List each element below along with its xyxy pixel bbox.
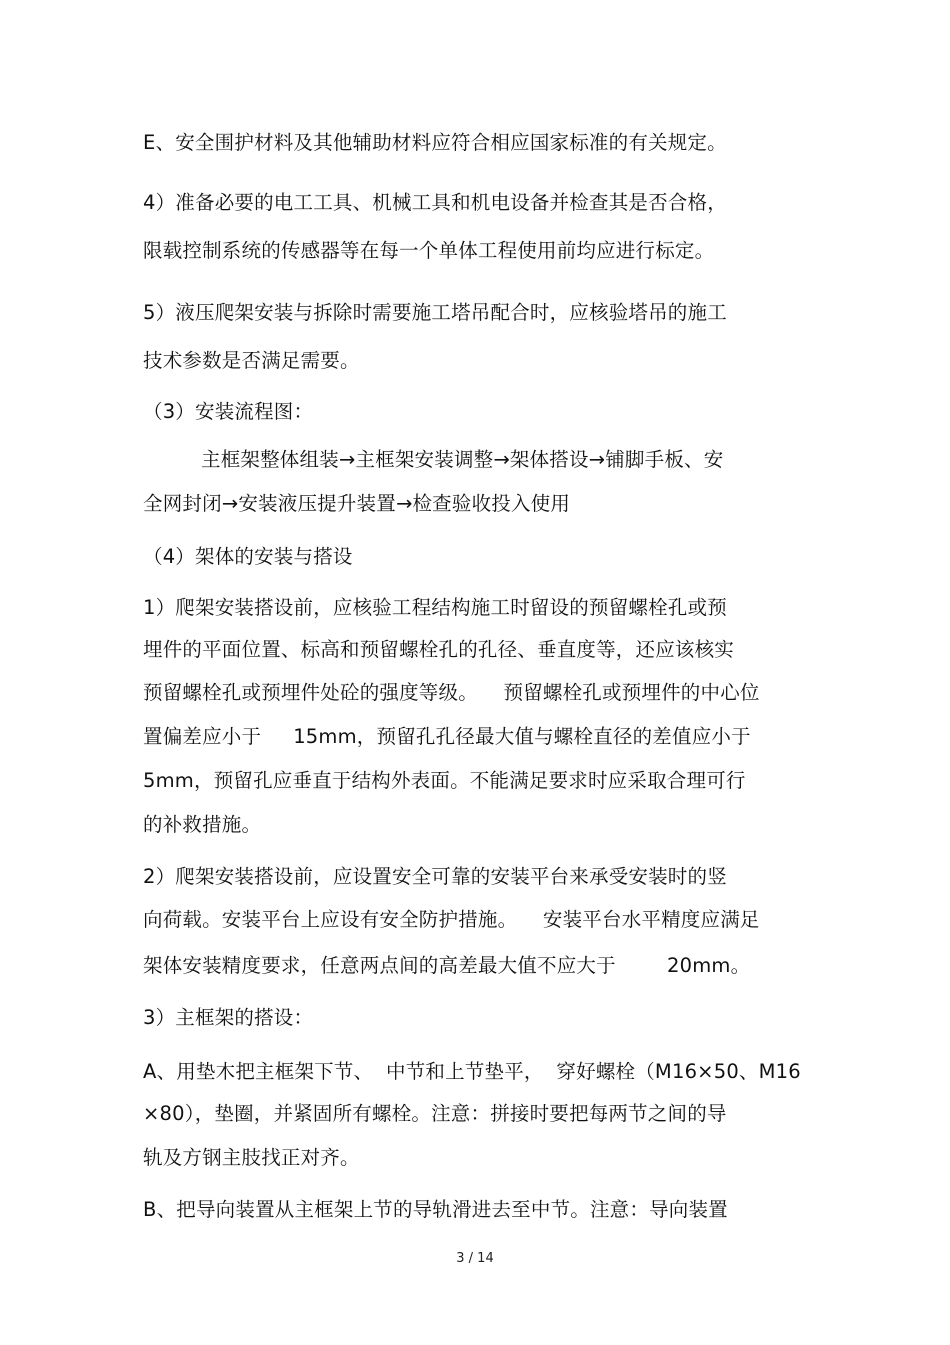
text-line-1: E、安全围护材料及其他辅助材料应符合相应国家标准的有关规定。 <box>143 131 727 154</box>
text-line-9: （4）架体的安装与搭设 <box>143 545 353 568</box>
text-line-4: 5）液压爬架安装与拆除时需要施工塔吊配合时，应核验塔吊的施工 <box>143 301 727 324</box>
text-line-11: 埋件的平面位置、标高和预留螺栓孔的孔径、垂直度等，还应该核实 <box>143 638 735 661</box>
text-line-23: B、把导向装置从主框架上节的导轨滑进去至中节。注意：导向装置 <box>143 1198 728 1221</box>
text-line-16: 2）爬架安装搭设前，应设置安全可靠的安装平台来承受安装时的竖 <box>143 865 727 888</box>
text-line-8: 全网封闭→安装液压提升装置→检查验收投入使用 <box>143 492 571 515</box>
text-line-6: （3）安装流程图： <box>143 400 314 423</box>
text-line-2: 4）准备必要的电工工具、机械工具和机电设备并检查其是否合格， <box>143 191 727 214</box>
text-line-21: ×80），垫圈，并紧固所有螺栓。注意：拼接时要把每两节之间的导 <box>143 1102 727 1125</box>
text-line-12: 预留螺栓孔或预埋件处砼的强度等级。 预留螺栓孔或预埋件的中心位 <box>143 681 760 704</box>
text-line-20: A、用垫木把主框架下节、 中节和上节垫平， 穿好螺栓（M16×50、M16 <box>143 1060 801 1083</box>
text-line-15: 的补救措施。 <box>143 813 262 836</box>
text-line-10: 1）爬架安装搭设前，应核验工程结构施工时留设的预留螺栓孔或预 <box>143 596 727 619</box>
text-line-7: 主框架整体组装→主框架安装调整→架体搭设→铺脚手板、安 <box>201 448 724 471</box>
text-line-13: 置偏差应小于 15mm，预留孔孔径最大值与螺栓直径的差值应小于 <box>143 725 751 748</box>
text-line-5: 技术参数是否满足需要。 <box>143 349 360 372</box>
text-line-3: 限载控制系统的传感器等在每一个单体工程使用前均应进行标定。 <box>143 239 715 262</box>
text-line-17: 向荷载。安装平台上应设有安全防护措施。 安装平台水平精度应满足 <box>143 908 760 931</box>
text-line-14: 5mm，预留孔应垂直于结构外表面。不能满足要求时应采取合理可行 <box>143 769 746 792</box>
page-number: 3 / 14 <box>456 1251 494 1266</box>
text-line-22: 轨及方钢主肢找正对齐。 <box>143 1146 360 1169</box>
text-line-19: 3）主框架的搭设： <box>143 1006 314 1029</box>
text-line-18: 架体安装精度要求，任意两点间的高差最大值不应大于 20mm。 <box>143 954 751 977</box>
